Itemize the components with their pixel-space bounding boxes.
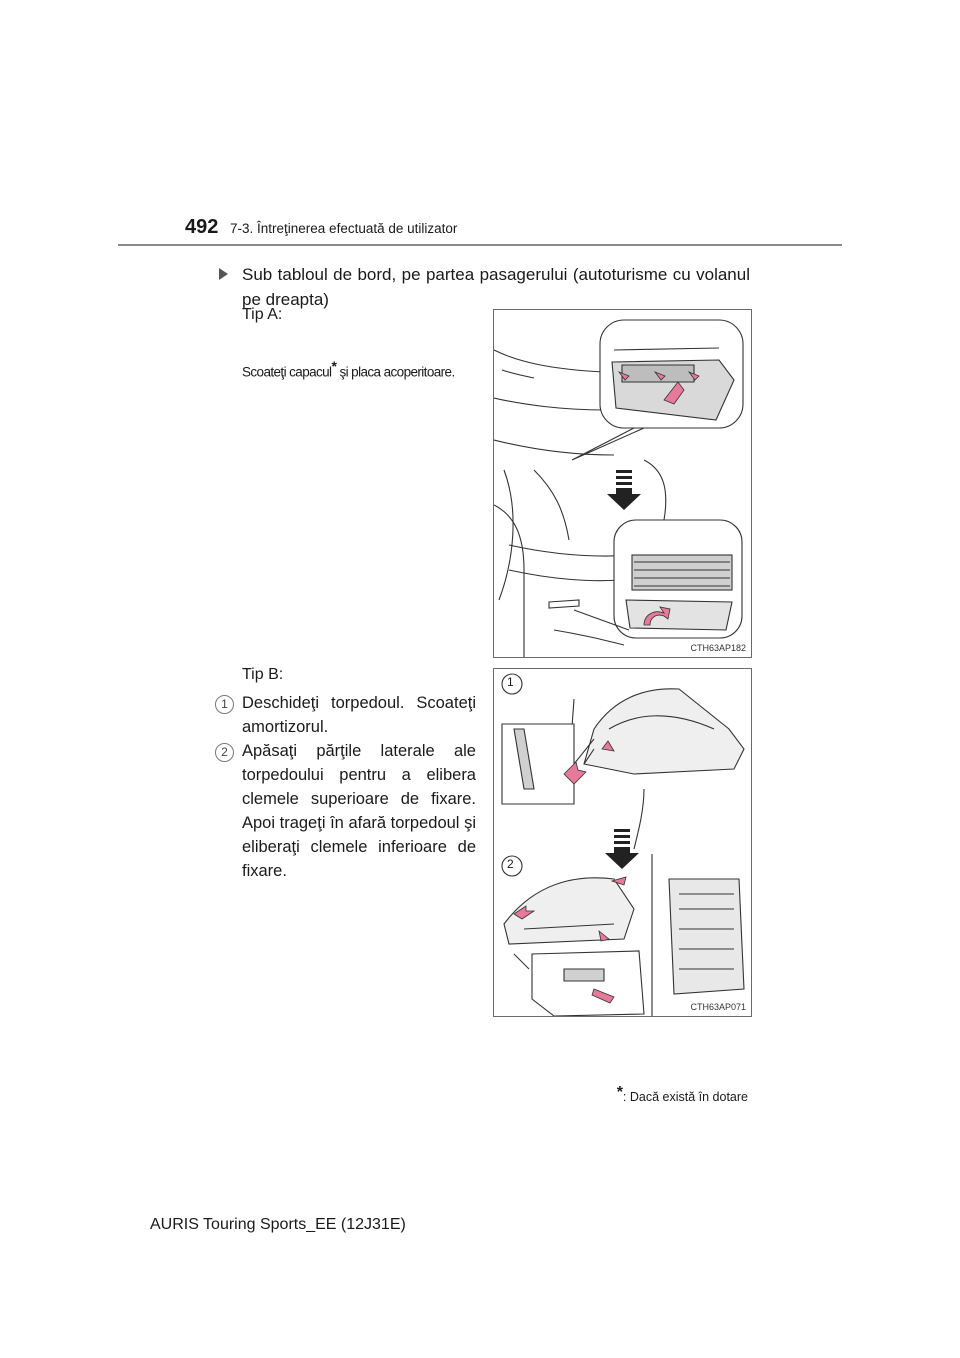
step-number-1: 1 <box>215 695 234 714</box>
step-1 <box>221 691 476 739</box>
figure-callout-2: 2 <box>507 857 514 871</box>
header-rule <box>118 244 842 246</box>
footer-model: AURIS Touring Sports_EE (12J31E) <box>150 1216 406 1233</box>
figure-callout-1: 1 <box>507 675 514 689</box>
type-a-label: Tip A: <box>242 306 283 323</box>
glove-box-illustration <box>494 669 751 1016</box>
type-a-note-text: Scoateţi capacul <box>242 364 332 380</box>
bullet-text: Sub tabloul de bord, pe partea pasagerului (autoturisme cu volanul pe dreapta) <box>242 265 750 309</box>
figure-code-b: CTH63AP071 <box>690 1002 746 1012</box>
page-number: 492 <box>185 216 219 238</box>
step-2-text: Apăsaţi părţile laterale ale torpedoului pentru a elibera clemele superioare de fixare. Apoi trageţi în afară torpedoul şi eliberaţi clemele inferioare de fixare. <box>242 742 476 880</box>
footnote-star-marker: * <box>331 358 337 374</box>
footnote <box>617 1084 748 1104</box>
triangle-bullet-icon <box>219 268 228 280</box>
type-b-label: Tip B: <box>242 666 284 683</box>
step-2 <box>221 739 476 883</box>
footnote-text: : Dacă există în dotare <box>622 1090 748 1104</box>
figure-type-b <box>493 668 752 1017</box>
fuse-cover-illustration <box>494 310 751 657</box>
section-title: 7-3. Întreţinerea efectuată de utilizator <box>230 221 458 236</box>
bullet-item <box>222 262 750 312</box>
figure-code-a: CTH63AP182 <box>690 643 746 653</box>
type-a-note-text-2: şi placa acoperitoare. <box>336 364 455 380</box>
figure-type-a <box>493 309 752 658</box>
step-number-2: 2 <box>215 743 234 762</box>
type-a-note <box>242 358 455 380</box>
step-1-text: Deschideţi torpedoul. Scoateţi amortizorul. <box>242 694 476 736</box>
footnote-star: * <box>616 1084 623 1101</box>
